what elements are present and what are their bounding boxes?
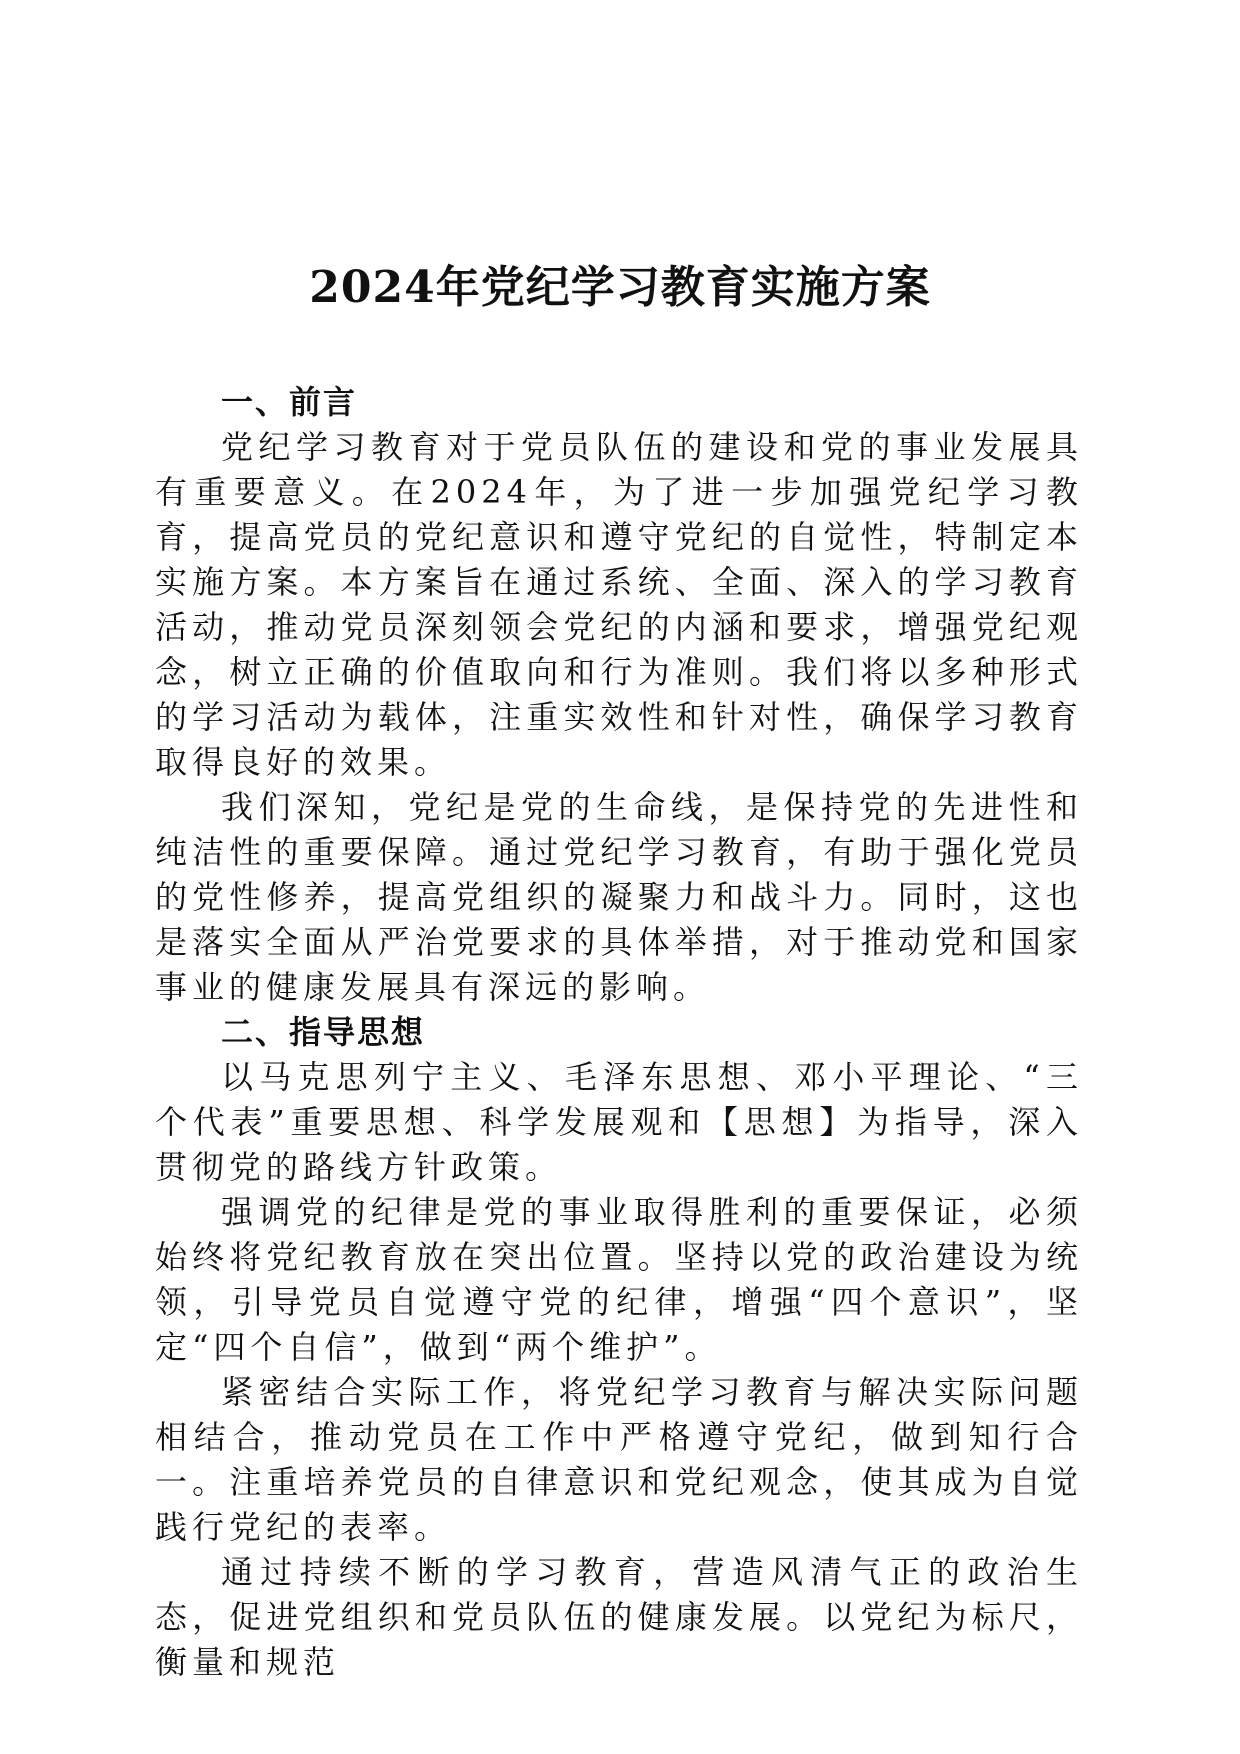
section-heading-guiding-ideology: 二、指导思想 [221,1013,426,1051]
document-title: 2024年党纪学习教育实施方案 [309,262,931,313]
paragraph: 我们深知，党纪是党的生命线，是保持党的先进性和纯洁性的重要保障。通过党纪学习教育，有助于强化党员的党性修养，提高党组织的凝聚力和战斗力。同时，这也是落实全面从严治党要求的具体举措，对于推动党和国家事业的健康发展具有深远的影响。 [155,788,1083,1006]
paragraph: 紧密结合实际工作，将党纪学习教育与解决实际问题相结合，推动党员在工作中严格遵守党纪，做到知行合一。注重培养党员的自律意识和党纪观念，使其成为自觉践行党纪的表率。 [155,1373,1083,1546]
section-heading-preface: 一、前言 [221,383,358,421]
paragraph: 强调党的纪律是党的事业取得胜利的重要保证，必须始终将党纪教育放在突出位置。坚持以党的政治建设为统领，引导党员自觉遵守党的纪律，增强“四个意识”，坚定“四个自信”，做到“两个维护”。 [155,1193,1083,1366]
document-body [155,380,1083,1685]
paragraph: 党纪学习教育对于党员队伍的建设和党的事业发展具有重要意义。在2024年，为了进一步加强党纪学习教育，提高党员的党纪意识和遵守党纪的自觉性，特制定本实施方案。本方案旨在通过系统、全面、深入的学习教育活动，推动党员深刻领会党纪的内涵和要求，增强党纪观念，树立正确的价值取向和行为准则。我们将以多种形式的学习活动为载体，注重实效性和针对性，确保学习教育取得良好的效果。 [155,428,1083,781]
paragraph: 以马克思列宁主义、毛泽东思想、邓小平理论、“三个代表”重要思想、科学发展观和【思想】为指导，深入贯彻党的路线方针政策。 [155,1058,1083,1186]
paragraph: 通过持续不断的学习教育，营造风清气正的政治生态，促进党组织和党员队伍的健康发展。以党纪为标尺，衡量和规范 [155,1553,1083,1681]
